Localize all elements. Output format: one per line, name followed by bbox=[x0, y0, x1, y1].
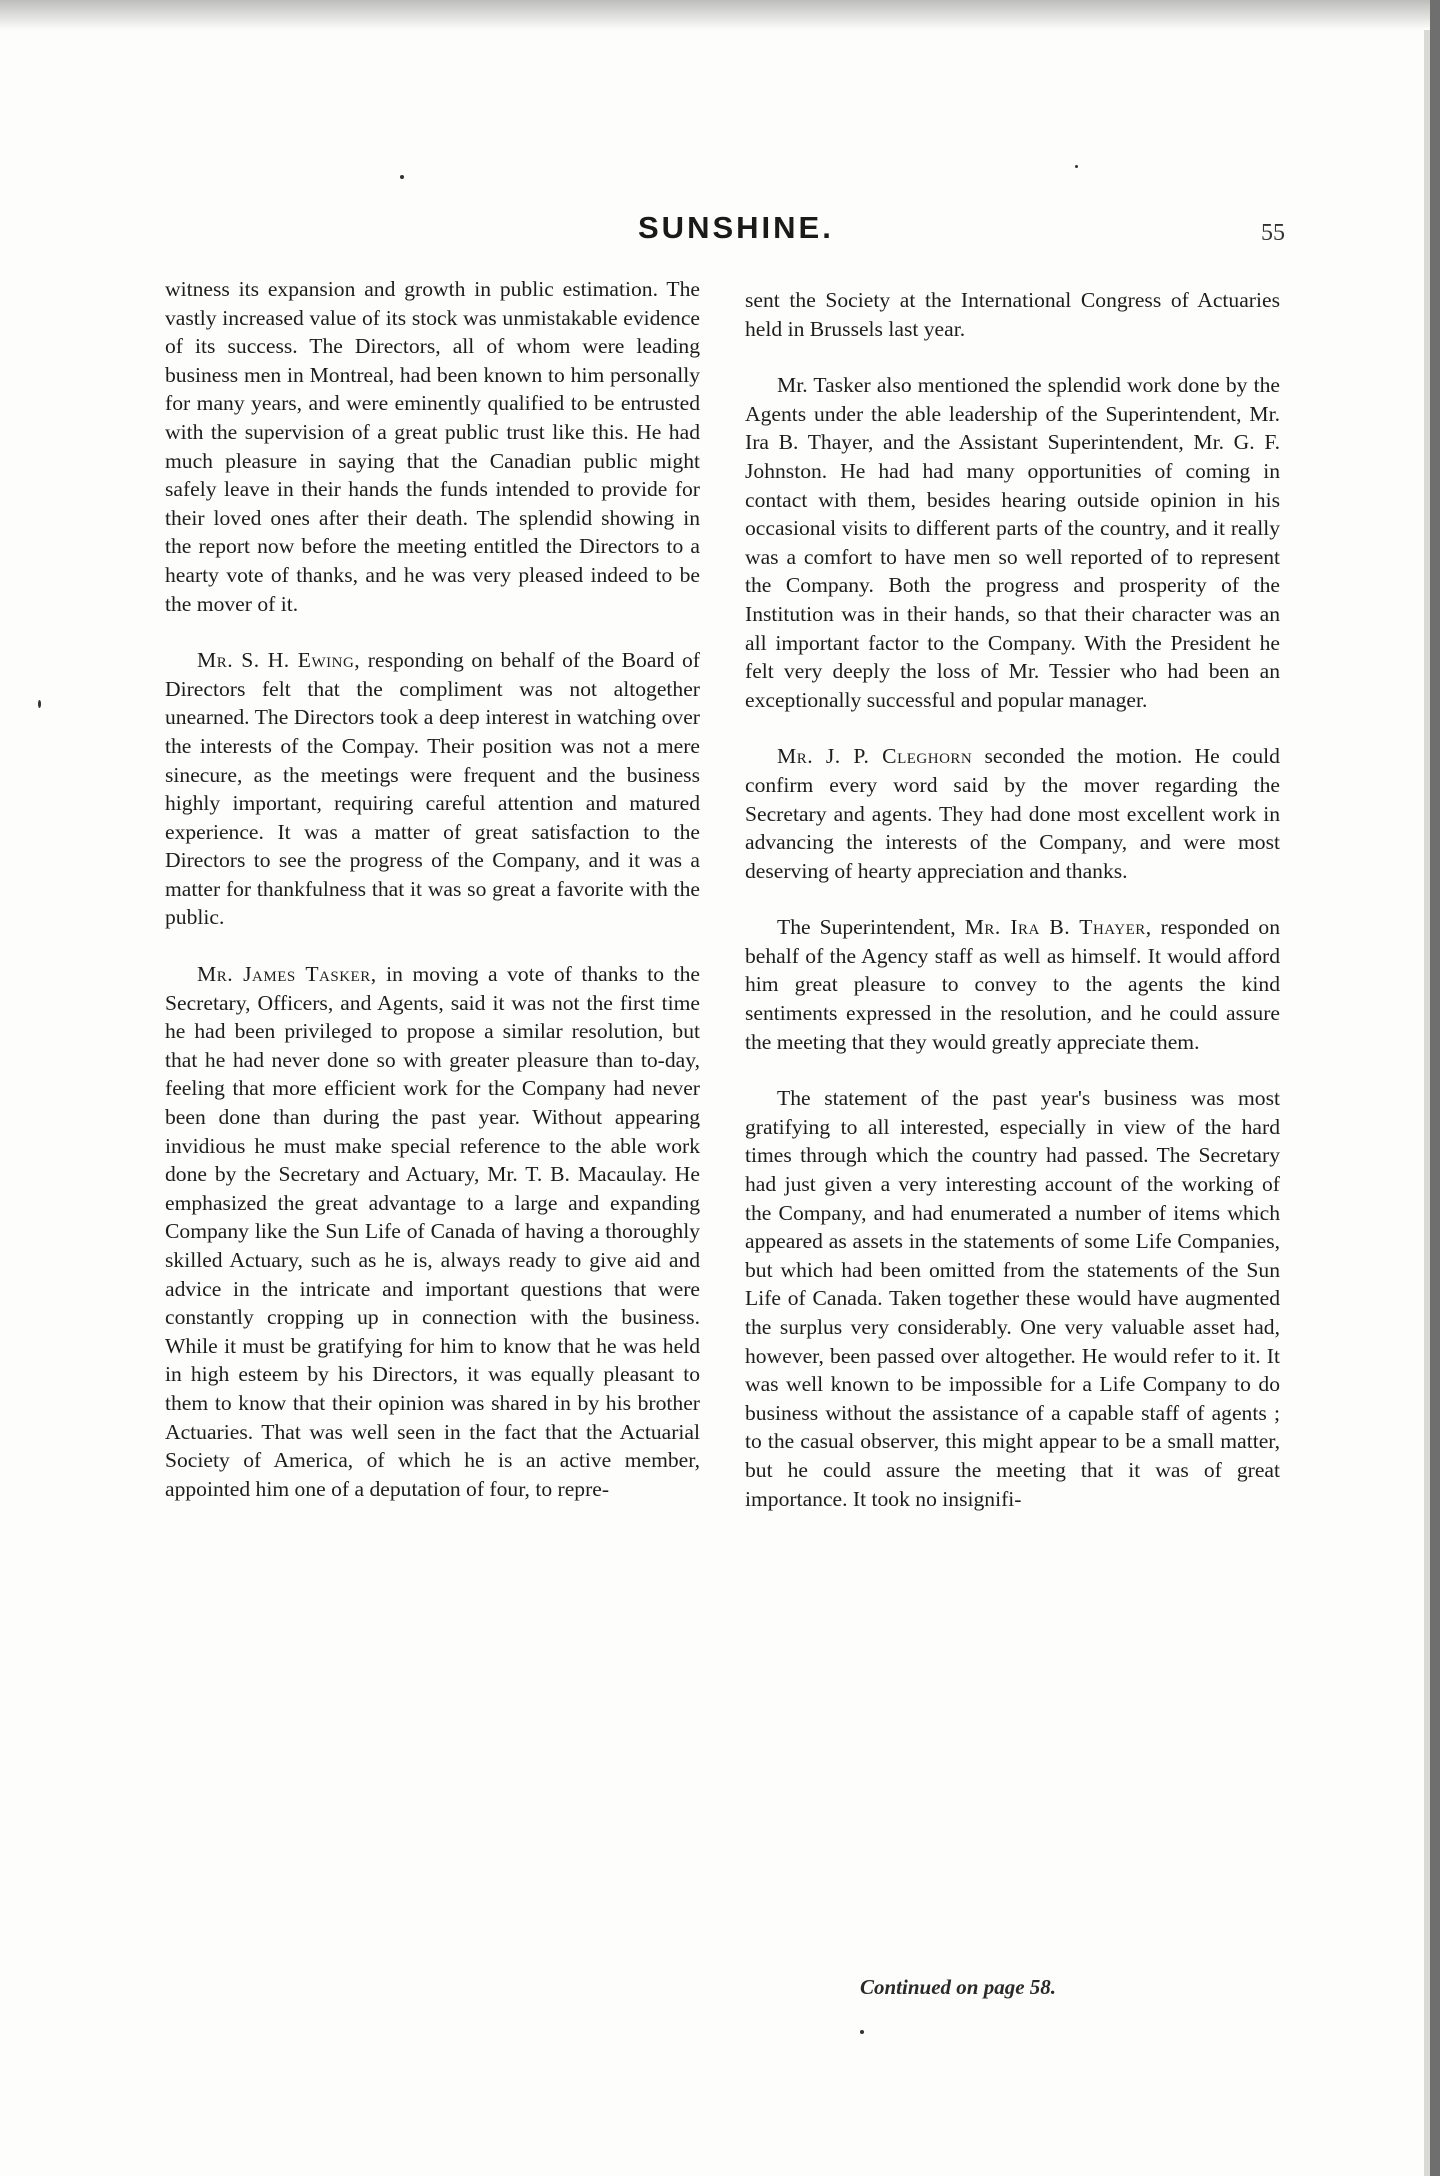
paragraph: witness its expansion and growth in public estimation. The vastly increased value of its stock was unmistakable evidence of its success. The Directors, all of whom were leading business men in Montreal, had been known to him personally for many years, and were eminently qualified to be entrusted with the supervision of a great public trust like this. He had much pleasure in saying that the Canadian public might safely leave in their hands the funds intended to provide for their loved ones after their death. The splendid showing in the report now before the meeting entitled the Directors to a hearty vote of thanks, and he was very pleased indeed to be the mover of it. bbox=[165, 277, 700, 616]
right-column bbox=[745, 286, 1280, 1541]
scan-speck bbox=[400, 175, 404, 179]
scan-top-shadow bbox=[0, 0, 1430, 30]
paragraph bbox=[165, 646, 700, 932]
paragraph: Mr. Tasker also mentioned the splendid work done by the Agents under the able leadership of the Superintendent, Mr. Ira B. Thayer, and the Assistant Superintendent, Mr. G. F. Johnston. He had had many opportunities of coming in contact with them, besides hearing outside opinion in his occasional visits to different parts of the country, and it really was a comfort to have men so well reported of to represent the Company. Both the progress and prosperity of the Institution was in their hands, so that their character was an all important factor to the Company. With the President he felt very deeply the loss of Mr. Tessier who had been an exceptionally successful and popular manager. bbox=[745, 373, 1280, 712]
paragraph bbox=[745, 913, 1280, 1056]
paragraph-text: in moving a vote of thanks to the Secretary, Officers, and Agents, said it was not the first time he had been privileged to propose a similar resolution, but that he had never done so with greater pleasure than to-day, feeling that more efficient work for the Company had never been done than during the past year. Without appearing invidious he must make special reference to the able work done by the Secretary and Actuary, Mr. T. B. Macaulay. He emphasized the great advantage to a large and expanding Company like the Sun Life of Canada of having a thoroughly skilled Actuary, such as he is, always ready to give aid and advice in the intricate and important questions that were constantly cropping up in connection with the business. While it must be gratifying for him to know that he was held in high esteem by his Directors, it was equally pleasant to them to know that their opinion was shared in by his brother Actuaries. That was well seen in the fact that the Actuarial Society of America, of which he is an active member, appointed him one of a deputation of four, to repre- bbox=[165, 962, 700, 1501]
scan-right-edge bbox=[1430, 0, 1440, 2176]
paragraph bbox=[165, 960, 700, 1503]
masthead-title: SUNSHINE. bbox=[638, 210, 834, 245]
paragraph-text: responded on behalf of the Agency staff as well as himself. It would afford him great pleasure to convey to the agents the kind sentiments expressed in the resolution, and he could assure the meeting that they would greatly appreciate them. bbox=[745, 915, 1281, 1054]
left-column bbox=[165, 275, 700, 1531]
speaker-name: Mr. J. P. Cleghorn bbox=[777, 744, 973, 769]
paragraph-text: The Superintendent, bbox=[777, 915, 965, 940]
paragraph-text: seconded the motion. He could confirm every word said by the mover regarding the Secretary and agents. They had done most excellent work in advancing the interests of the Company, and were most deserving of hearty appreciation and thanks. bbox=[745, 744, 1280, 883]
scan-speck bbox=[38, 700, 41, 708]
paragraph: The statement of the past year's business was most gratifying to all interested, especially in view of the hard times through which the country had passed. The Secretary had just given a very interesting account of the working of the Company, and had enumerated a number of items which appeared as assets in the statements of some Life Companies, but which had been omitted from the statements of the Sun Life of Canada. Taken together these would have augmented the surplus very considerably. One very valuable asset had, however, been passed over altogether. He would refer to it. It was well known to be impossible for a Life Company to do business without the assistance of a capable staff of agents ; to the casual observer, this might appear to be a small matter, but he could assure the meeting that it was of great importance. It took no insignifi- bbox=[745, 1086, 1280, 1511]
page-header bbox=[170, 210, 1285, 260]
continued-note: Continued on page 58. bbox=[860, 1975, 1057, 1999]
paragraph: sent the Society at the International Congress of Actuaries held in Brussels last year. bbox=[745, 288, 1280, 341]
paragraph-text: responding on behalf of the Board of Directors felt that the compliment was not altogether unearned. The Directors took a deep interest in watching over the interests of the Compay. Their position was not a mere sinecure, as the meetings were frequent and the business highly important, requiring careful attention and matured experience. It was a matter of great satisfaction to the Directors to see the progress of the Company, and it was a matter for thankfulness that it was so great a favorite with the public. bbox=[165, 648, 700, 930]
page-number: 55 bbox=[1261, 220, 1285, 246]
scan-speck bbox=[860, 2030, 864, 2034]
speaker-name: Mr. Ira B. Thayer, bbox=[964, 915, 1152, 940]
scan-speck bbox=[1075, 165, 1078, 168]
paragraph bbox=[745, 742, 1280, 885]
speaker-name: Mr. S. H. Ewing, bbox=[197, 648, 361, 673]
speaker-name: Mr. James Tasker, bbox=[197, 962, 377, 987]
